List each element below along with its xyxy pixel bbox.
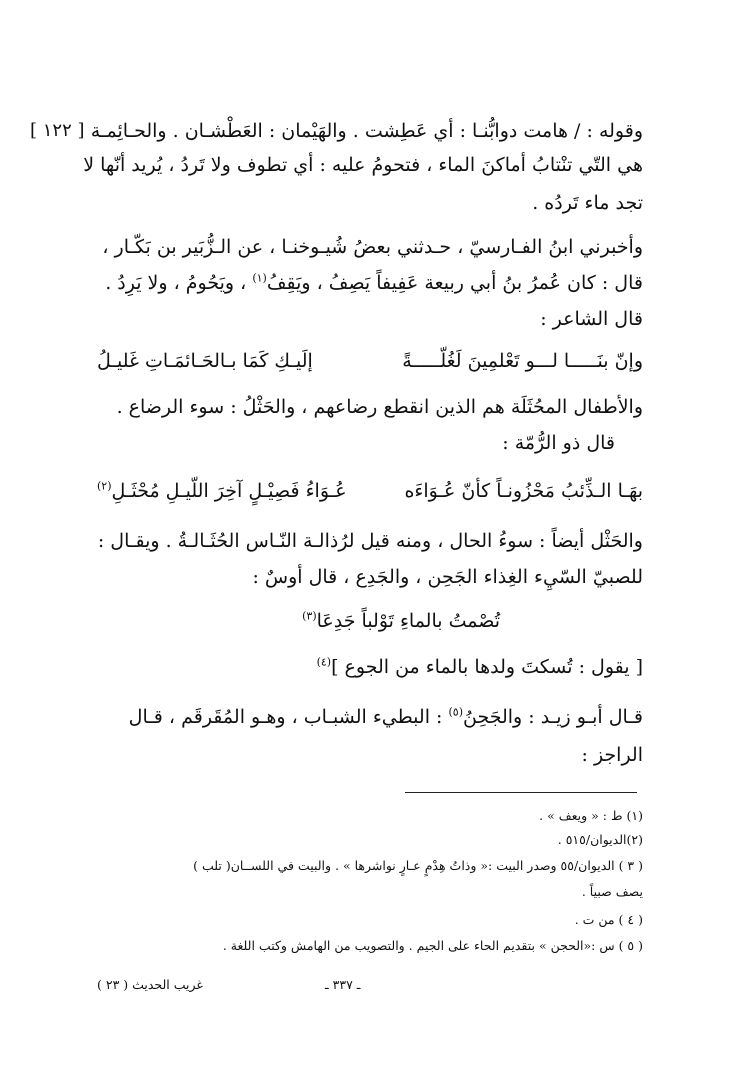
body-line-6: قال الشاعر : (540, 308, 643, 330)
footnote-ref-5: (٥) (448, 705, 463, 719)
verse-3-centered (302, 606, 500, 636)
footnote-4: ( ٤ ) من ت . (574, 912, 643, 927)
body-line-12-part-b: : البطيء الشبـاب ، وهـو المُقَرقَم ، قـال (128, 706, 443, 728)
verse-2-left-hemistich (97, 476, 347, 506)
footnote-1: (١) ط : « ويعف » . (539, 808, 643, 823)
footnote-2: (٢)الديوان/٥١٥ . (557, 832, 643, 847)
body-line-4: وأخبرني ابنُ الفـارسيّ ، حـدثني بعضُ شُيـوخنـا ، عن الـزُّبَير بن بَكّـار ، (102, 236, 643, 258)
body-line-11 (223, 652, 643, 682)
footnote-5: ( ٥ ) س :«الحجن » بتقديم الحاء على الجيم . والتصويب من الهامش وكتب اللغة . (222, 938, 643, 953)
footnote-3: ( ٣ ) الديوان/٥٥ وصدر البيت :« وذاتُ هِدْمٍ عـارٍ نواشرها » . والبيت في اللســان( تلب ) (193, 858, 643, 873)
body-line-10: للصبيّ السّيِء الغِذاء الجَحِن ، والجَدِع ، قال أوسٌ : (252, 566, 643, 588)
verse-3-text: تُصْمتُ بالماءِ تَوْلباً جَدِعَا (316, 610, 500, 632)
verse-2-right-hemistich (404, 476, 643, 506)
body-line-13: الراجز : (581, 744, 643, 766)
body-line-7: والأطفال المحُثَلَة هم الذين انقطع رضاعهم ، والحَثْلُ : سوء الرضاع . (116, 396, 643, 418)
page-number: ـ ٣٣٧ ـ (325, 977, 361, 992)
body-line-11-text: [ يقول : تُسكتَ ولدها بالماء من الجوع ] (331, 656, 643, 678)
body-line-1: وقوله : / هامت دوابُّنـا : أي عَطِشت . والهَيْمان : العَطْشـان . والحـائِمـة (90, 120, 643, 142)
footnote-3-continued: يصف صبياً . (581, 884, 643, 899)
footnote-divider (405, 792, 637, 793)
body-line-12 (98, 702, 643, 732)
body-line-9: والحَثْل أيضاً : سوءُ الحال ، ومنه قيل لرُذالـة النّـاس الحُثَـالـةُ . ويقـال : (97, 530, 643, 552)
footnote-ref-3: (٣) (302, 609, 317, 623)
body-line-3: تجد ماء تَردُه . (532, 192, 643, 214)
body-line-5 (98, 268, 643, 298)
footnote-ref-4: (٤) (316, 655, 332, 669)
body-line-2: هي التّي تنْتابُ أماكنَ الماء ، فتحومُ عليه : أي تطوف ولا تَردُ ، يُريد أنّها لا (83, 154, 643, 176)
page-marker: [ ١٢٢ ] (30, 120, 85, 141)
body-line-8: قال ذو الرُّمّة : (502, 432, 615, 454)
verse-2-right-text: بهَـا الـذِّئبُ مَحْزُونـاً كأنّ عُـوَاءَه (404, 480, 643, 502)
verse-1-left-hemistich: إلَيـكِ كَمَا بـالحَـائمَـاتِ غَليـلُ (97, 350, 313, 372)
footnote-ref-2: (٢) (97, 479, 112, 493)
body-line-5-part-b: ، ويَحُومُ ، ولا يَرِدُ . (105, 272, 247, 294)
verse-1-right-hemistich: وإنّ بنَـــــا لـــو تَعْلمِينَ لَغُلّـــــةً (402, 350, 643, 372)
book-reference: غريب الحديث ( ٢٣ ) (97, 977, 203, 992)
body-line-12-part-a: قـال أبـو زيـد : والجَحِنُ (463, 706, 643, 728)
verse-2-left-text: عُـوَاءُ فَصِيْـلٍ آخِرَ اللّيـلِ مُحْثَـلِ (111, 480, 347, 502)
footnote-ref-1: (١) (252, 271, 267, 285)
body-line-5-part-a: قال : كان عُمرُ بنُ أبي ربيعة عَفِيفاً يَصِفُ ، ويَقِفُ (266, 272, 643, 294)
